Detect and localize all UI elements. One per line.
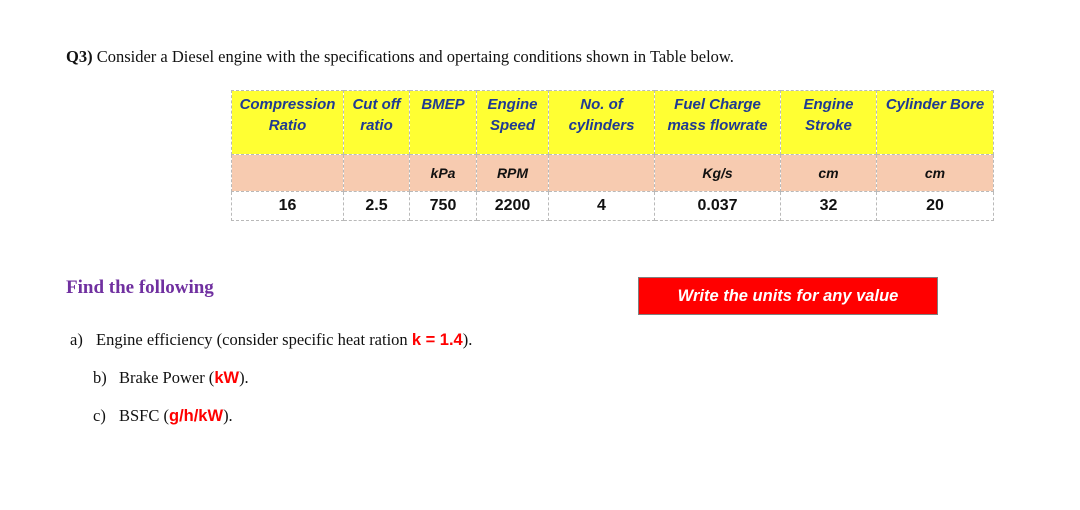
item-b-text: Brake Power ( — [119, 368, 215, 387]
unit-cell: RPM — [477, 155, 549, 192]
question-label: Q3) — [66, 47, 93, 66]
value-cell: 32 — [781, 192, 877, 221]
unit-cell — [549, 155, 655, 192]
header-fuel-flowrate: Fuel Charge mass flowrate — [655, 91, 781, 155]
header-bmep: BMEP — [410, 91, 477, 155]
value-cell: 2.5 — [344, 192, 410, 221]
item-b-marker: b) — [93, 368, 107, 387]
item-b-highlight: kW — [214, 369, 240, 387]
unit-cell: cm — [781, 155, 877, 192]
item-a-end: ). — [462, 330, 473, 349]
unit-cell — [344, 155, 410, 192]
header-compression-ratio: Compression Ratio — [232, 91, 344, 155]
item-c-marker: c) — [93, 406, 106, 425]
unit-cell — [232, 155, 344, 192]
unit-cell: kPa — [410, 155, 477, 192]
header-cut-off-ratio: Cut off ratio — [344, 91, 410, 155]
item-c — [93, 406, 233, 426]
item-c-text: BSFC ( — [119, 406, 169, 425]
header-engine-speed: Engine Speed — [477, 91, 549, 155]
item-b — [93, 368, 249, 388]
value-row — [232, 192, 994, 221]
item-a-highlight: k = 1.4 — [411, 331, 463, 349]
value-cell: 16 — [232, 192, 344, 221]
find-heading: Find the following — [66, 277, 214, 298]
item-c-end: ). — [223, 406, 233, 425]
item-a-marker: a) — [70, 330, 83, 349]
item-a — [70, 330, 472, 350]
value-cell: 0.037 — [655, 192, 781, 221]
value-cell: 20 — [877, 192, 994, 221]
unit-cell: cm — [877, 155, 994, 192]
question-body: Consider a Diesel engine with the specifications and opertaing conditions shown in Table below. — [92, 47, 734, 66]
question-text — [66, 47, 734, 67]
item-b-end: ). — [239, 368, 249, 387]
header-engine-stroke: Engine Stroke — [781, 91, 877, 155]
value-cell: 2200 — [477, 192, 549, 221]
engine-spec-table — [231, 90, 994, 221]
header-cylinders: No. of cylinders — [549, 91, 655, 155]
item-c-highlight: g/h/kW — [168, 407, 224, 425]
value-cell: 750 — [410, 192, 477, 221]
item-a-text: Engine efficiency (consider specific heat ration — [96, 330, 412, 349]
units-note-box: Write the units for any value — [638, 277, 938, 315]
header-cylinder-bore: Cylinder Bore — [877, 91, 994, 155]
unit-row — [232, 155, 994, 192]
unit-cell: Kg/s — [655, 155, 781, 192]
header-row — [232, 91, 994, 155]
value-cell: 4 — [549, 192, 655, 221]
